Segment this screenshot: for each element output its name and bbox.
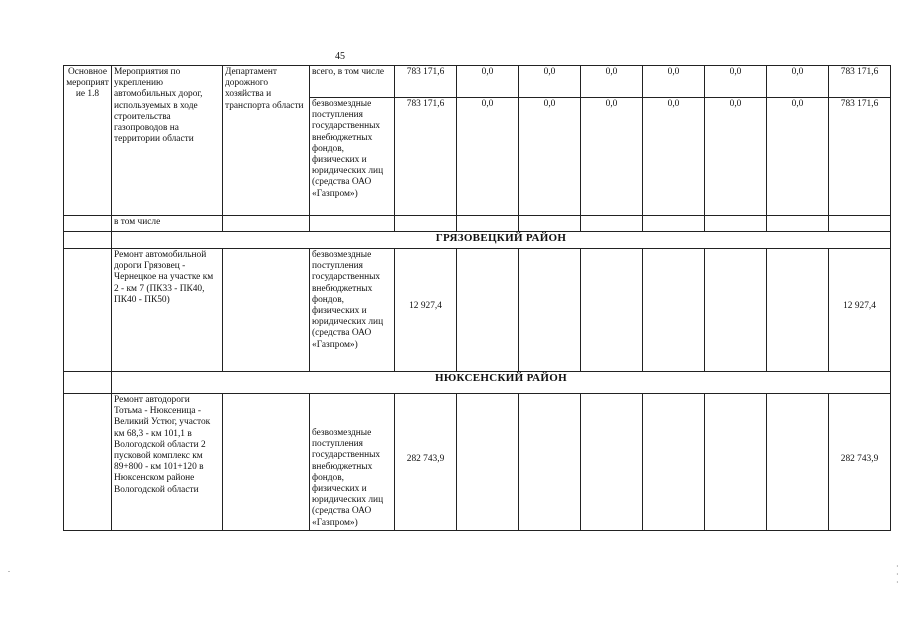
total-cell: 282 743,9 xyxy=(829,394,891,531)
value-cell: 0,0 xyxy=(519,66,581,98)
empty-cell xyxy=(457,249,519,372)
empty-cell xyxy=(395,216,457,232)
value-cell: 0,0 xyxy=(705,98,767,216)
object-name-cell xyxy=(112,249,223,372)
scan-mark: . xyxy=(8,565,10,574)
empty-cell xyxy=(457,216,519,232)
value-cell: 0,0 xyxy=(705,66,767,98)
empty-cell xyxy=(705,394,767,531)
empty-cell xyxy=(519,394,581,531)
total-cell: 12 927,4 xyxy=(829,249,891,372)
empty-cell xyxy=(829,216,891,232)
table-row xyxy=(64,216,891,232)
district-header-row xyxy=(64,232,891,249)
empty-cell xyxy=(581,216,643,232)
district-name: ГРЯЗОВЕЦКИЙ РАЙОН xyxy=(112,232,891,249)
object-name-cell xyxy=(112,394,223,531)
value-cell: 783 171,6 xyxy=(395,66,457,98)
value-cell: 0,0 xyxy=(767,66,829,98)
measure-executor-cell xyxy=(223,66,310,216)
empty-cell xyxy=(705,216,767,232)
empty-cell xyxy=(64,249,112,372)
empty-cell xyxy=(767,249,829,372)
value-cell: 0,0 xyxy=(457,66,519,98)
value-cell: 0,0 xyxy=(457,98,519,216)
funding-source-cell xyxy=(310,394,395,531)
measure-name-cell xyxy=(112,66,223,216)
value-cell: 0,0 xyxy=(643,66,705,98)
empty-cell xyxy=(519,216,581,232)
value-cell: 12 927,4 xyxy=(395,249,457,372)
value-cell: 0,0 xyxy=(581,98,643,216)
empty-cell xyxy=(64,232,112,249)
object-name: Ремонт автомобильной дороги Грязовец - Чернецкое на участке км 2 - км 7 (ПК33 - ПК40, ПК40 - ПК50) xyxy=(114,250,214,305)
value-cell: 0,0 xyxy=(519,98,581,216)
measure-name: Мероприятия по укреплению автомобильных дорог, используемых в ходе строительства газопроводов на территории области xyxy=(114,67,203,145)
empty-cell xyxy=(705,249,767,372)
empty-cell xyxy=(457,394,519,531)
empty-cell xyxy=(643,216,705,232)
empty-cell xyxy=(223,216,310,232)
empty-cell xyxy=(581,249,643,372)
empty-cell xyxy=(64,216,112,232)
measure-code-cell xyxy=(64,66,112,216)
including-label: в том числе xyxy=(112,216,223,232)
total-cell: 783 171,6 xyxy=(829,98,891,216)
object-name: Ремонт автодороги Тотьма - Нюксеница - Великий Устюг, участок км 68,3 - км 101,1 в Вологодской области 2 пусковой комплекс км 89+800 - км 101+120 в Нюксенском районе Вологодской области xyxy=(114,395,211,495)
empty-cell xyxy=(767,216,829,232)
funding-source: безвозмездные поступления государственных внебюджетных фондов, физических и юридических лиц (средства ОАО «Газпром») xyxy=(312,99,384,199)
measure-code: Основное мероприятие 1.8 xyxy=(66,67,109,100)
funding-source: безвозмездные поступления государственных внебюджетных фондов, физических и юридических лиц (средства ОАО «Газпром») xyxy=(312,250,384,350)
district-header-row xyxy=(64,372,891,394)
value-cell: 282 743,9 xyxy=(395,394,457,531)
empty-cell xyxy=(223,249,310,372)
funding-source: всего, в том числе xyxy=(312,67,385,77)
empty-cell xyxy=(581,394,643,531)
funding-source: безвозмездные поступления государственных внебюджетных фондов, физических и юридических лиц (средства ОАО «Газпром») xyxy=(312,428,384,528)
funding-source-cell xyxy=(310,66,395,98)
value-cell: 0,0 xyxy=(767,98,829,216)
table-row xyxy=(64,394,891,531)
empty-cell xyxy=(223,394,310,531)
empty-cell xyxy=(767,394,829,531)
value-cell: 783 171,6 xyxy=(395,98,457,216)
scan-mark: · · · xyxy=(896,562,899,587)
table-row xyxy=(64,66,891,98)
empty-cell xyxy=(64,372,112,394)
measure-executor: Департамент дорожного хозяйства и транспорта области xyxy=(225,67,304,111)
empty-cell xyxy=(310,216,395,232)
empty-cell xyxy=(519,249,581,372)
funding-source-cell xyxy=(310,98,395,216)
page-number: 45 xyxy=(335,51,345,62)
value-cell: 0,0 xyxy=(581,66,643,98)
table-row xyxy=(64,249,891,372)
program-table xyxy=(63,65,891,531)
total-cell: 783 171,6 xyxy=(829,66,891,98)
empty-cell xyxy=(643,394,705,531)
funding-source-cell xyxy=(310,249,395,372)
empty-cell xyxy=(643,249,705,372)
empty-cell xyxy=(64,394,112,531)
district-name: НЮКСЕНСКИЙ РАЙОН xyxy=(112,372,891,394)
value-cell: 0,0 xyxy=(643,98,705,216)
